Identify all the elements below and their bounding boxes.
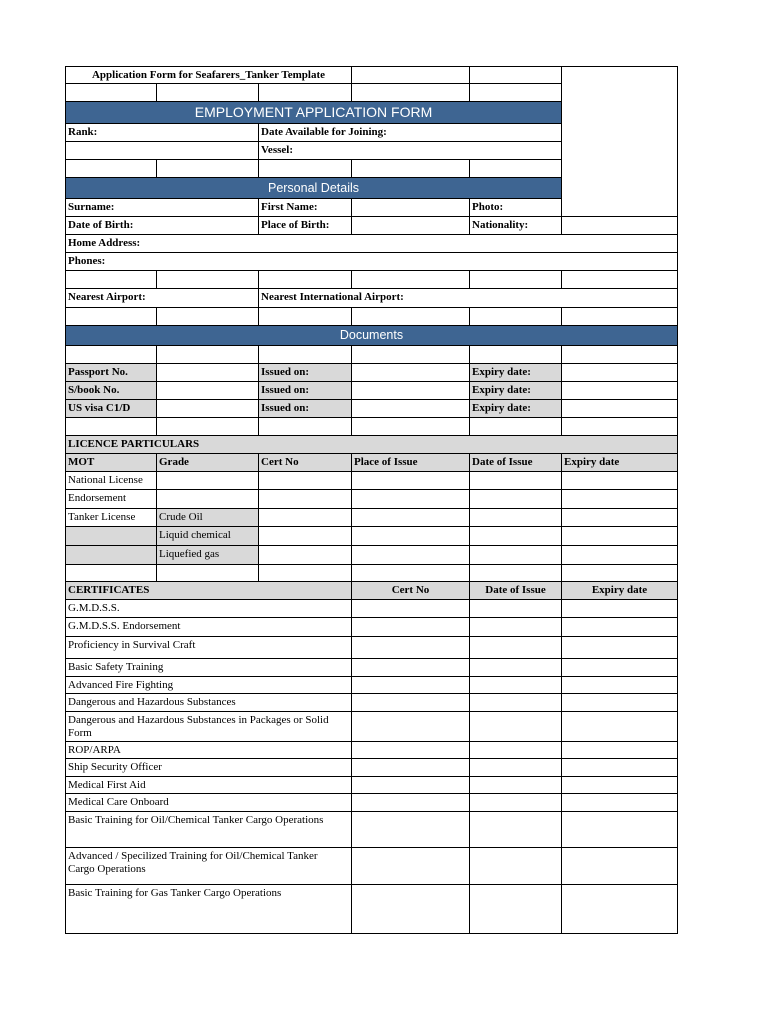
blank-cell[interactable] [352,308,470,326]
blank-cell[interactable] [259,308,352,326]
certificate-expiry-date-field[interactable] [562,742,678,759]
blank-cell[interactable] [65,271,157,289]
pob-field[interactable] [352,217,470,235]
blank-cell[interactable] [65,565,157,582]
expiry-date-field[interactable] [562,364,678,382]
certificate-name: Medical First Aid [65,777,352,794]
blank-cell[interactable] [470,418,562,436]
licence-field[interactable] [470,527,562,546]
blank-cell[interactable] [157,565,259,582]
certificate-cert-no-field[interactable] [352,659,470,677]
certificate-expiry-date-field[interactable] [562,812,678,848]
certificate-cert-no-field[interactable] [352,812,470,848]
licence-field[interactable] [259,472,352,490]
licence-field[interactable] [562,546,678,565]
blank-cell[interactable] [65,142,259,160]
certificate-date-of-issue-field[interactable] [470,794,562,812]
licence-field[interactable] [157,490,259,509]
blank-cell[interactable] [470,271,562,289]
certificate-name: ROP/ARPA [65,742,352,759]
nationality-label: Nationality: [470,217,562,235]
certificate-cert-no-field[interactable] [352,618,470,637]
certificate-expiry-date-field[interactable] [562,637,678,659]
national-license-label: National License [65,472,157,490]
pob-label: Place of Birth: [259,217,352,235]
certificate-date-of-issue-field[interactable] [470,885,562,934]
blank-cell[interactable] [470,160,562,178]
first-name-field[interactable] [352,199,470,217]
licence-field[interactable] [562,490,678,509]
issued-on-field[interactable] [352,364,470,382]
licence-column-header: Date of Issue [470,454,562,472]
blank-cell[interactable] [65,308,157,326]
licence-field[interactable] [562,509,678,527]
certificate-cert-no-field[interactable] [352,600,470,618]
blank-cell[interactable] [259,84,352,102]
blank-cell[interactable] [65,84,157,102]
certificate-expiry-date-field[interactable] [562,659,678,677]
date-available-label[interactable]: Date Available for Joining: [259,124,562,142]
certificate-name: Advanced Fire Fighting [65,677,352,694]
rank-label[interactable]: Rank: [65,124,259,142]
blank-cell[interactable] [65,346,157,364]
document-number-field[interactable] [157,364,259,382]
licence-field[interactable] [259,546,352,565]
tanker-license-continued [65,527,157,546]
certificates-header: CERTIFICATES [65,582,352,600]
certificate-expiry-date-field[interactable] [562,618,678,637]
blank-cell[interactable] [562,565,678,582]
certificate-date-of-issue-field[interactable] [470,812,562,848]
certificate-date-of-issue-field[interactable] [470,677,562,694]
certificate-cert-no-field[interactable] [352,677,470,694]
licence-field[interactable] [157,472,259,490]
photo-label: Photo: [470,199,562,217]
certificate-expiry-date-field[interactable] [562,777,678,794]
blank-cell[interactable] [65,418,157,436]
tanker-type: Crude Oil [157,509,259,527]
certificate-name: Proficiency in Survival Craft [65,637,352,659]
licence-field[interactable] [562,527,678,546]
certificate-name: Dangerous and Hazardous Substances in Packages or Solid Form [65,712,352,742]
dob-label[interactable]: Date of Birth: [65,217,259,235]
expiry-date-label: Expiry date: [470,400,562,418]
blank-cell[interactable] [562,271,678,289]
certificate-expiry-date-field[interactable] [562,694,678,712]
document-name: Passport No. [65,364,157,382]
certificate-name: Basic Training for Oil/Chemical Tanker Cargo Operations [65,812,352,848]
issued-on-field[interactable] [352,400,470,418]
certificate-expiry-date-field[interactable] [562,677,678,694]
certificate-date-of-issue-field[interactable] [470,618,562,637]
home-address-field[interactable]: Home Address: [65,235,678,253]
certificate-date-of-issue-field[interactable] [470,777,562,794]
documents-banner: Documents [65,326,678,346]
tanker-type: Liquid chemical [157,527,259,546]
expiry-date-label: Expiry date: [470,382,562,400]
phones-field[interactable]: Phones: [65,253,678,271]
certificate-cert-no-field[interactable] [352,742,470,759]
certificate-date-of-issue-field[interactable] [470,600,562,618]
certificate-date-of-issue-field[interactable] [470,637,562,659]
certificate-cert-no-field[interactable] [352,885,470,934]
expiry-date-field[interactable] [562,400,678,418]
blank-cell[interactable] [352,346,470,364]
licence-column-header: MOT [65,454,157,472]
certificate-name: Medical Care Onboard [65,794,352,812]
certificate-name: Dangerous and Hazardous Substances [65,694,352,712]
licence-column-header: Place of Issue [352,454,470,472]
document-number-field[interactable] [157,400,259,418]
certificate-name: Basic Safety Training [65,659,352,677]
licence-field[interactable] [470,490,562,509]
vessel-label[interactable]: Vessel: [259,142,562,160]
licence-field[interactable] [470,546,562,565]
licence-field[interactable] [352,472,470,490]
form-title-banner: EMPLOYMENT APPLICATION FORM [65,102,562,124]
blank-cell[interactable] [157,84,259,102]
certificate-date-of-issue-field[interactable] [470,712,562,742]
issued-on-label: Issued on: [259,382,352,400]
document-number-field[interactable] [157,382,259,400]
blank-cell[interactable] [157,271,259,289]
certificate-expiry-date-field[interactable] [562,600,678,618]
blank-cell[interactable] [259,271,352,289]
blank-cell[interactable] [259,346,352,364]
document-name: S/book No. [65,382,157,400]
certificate-expiry-date-field[interactable] [562,712,678,742]
licence-field[interactable] [352,509,470,527]
document-name: US visa C1/D [65,400,157,418]
blank-cell[interactable] [352,160,470,178]
certificate-date-of-issue-field[interactable] [470,759,562,777]
certificate-name: G.M.D.S.S. Endorsement [65,618,352,637]
blank-cell[interactable] [65,160,157,178]
certificate-name: Basic Training for Gas Tanker Cargo Operations [65,885,352,934]
endorsement-label: Endorsement [65,490,157,509]
expiry-date-label: Expiry date: [470,364,562,382]
cert-no-header: Cert No [352,582,470,600]
blank-cell[interactable] [562,346,678,364]
expiry-date-header: Expiry date [562,582,678,600]
nearest-intl-airport-label[interactable]: Nearest International Airport: [259,289,678,308]
nearest-airport-label[interactable]: Nearest Airport: [65,289,259,308]
blank-cell[interactable] [259,565,352,582]
certificate-expiry-date-field[interactable] [562,848,678,885]
issued-on-label: Issued on: [259,364,352,382]
licence-particulars-header: LICENCE PARTICULARS [65,436,678,454]
certificate-name: G.M.D.S.S. [65,600,352,618]
certificate-cert-no-field[interactable] [352,794,470,812]
blank-cell[interactable] [259,418,352,436]
licence-field[interactable] [562,472,678,490]
certificate-cert-no-field[interactable] [352,712,470,742]
tanker-type: Liquefied gas [157,546,259,565]
blank-cell[interactable] [562,418,678,436]
certificate-date-of-issue-field[interactable] [470,848,562,885]
expiry-date-field[interactable] [562,382,678,400]
date-of-issue-header: Date of Issue [470,582,562,600]
certificate-cert-no-field[interactable] [352,694,470,712]
licence-field[interactable] [259,509,352,527]
blank-cell[interactable] [259,160,352,178]
licence-field[interactable] [470,472,562,490]
issued-on-field[interactable] [352,382,470,400]
blank-cell[interactable] [157,160,259,178]
personal-details-banner: Personal Details [65,178,562,199]
certificate-cert-no-field[interactable] [352,759,470,777]
blank-cell[interactable] [157,346,259,364]
blank-cell[interactable] [470,565,562,582]
issued-on-label: Issued on: [259,400,352,418]
certificate-name: Advanced / Specilized Training for Oil/Chemical Tanker Cargo Operations [65,848,352,885]
certificate-name: Ship Security Officer [65,759,352,777]
photo-box[interactable] [562,66,678,217]
certificate-cert-no-field[interactable] [352,848,470,885]
tanker-license-label: Tanker License [65,509,157,527]
blank-cell[interactable] [352,84,470,102]
blank-cell[interactable] [562,308,678,326]
licence-field[interactable] [352,490,470,509]
certificate-date-of-issue-field[interactable] [470,694,562,712]
certificate-date-of-issue-field[interactable] [470,659,562,677]
blank-cell[interactable] [157,308,259,326]
surname-label[interactable]: Surname: [65,199,259,217]
tanker-license-continued [65,546,157,565]
certificate-date-of-issue-field[interactable] [470,742,562,759]
blank-cell[interactable] [470,308,562,326]
blank-cell[interactable] [470,346,562,364]
licence-column-header: Grade [157,454,259,472]
application-form-sheet [65,66,678,934]
certificate-expiry-date-field[interactable] [562,759,678,777]
licence-field[interactable] [352,527,470,546]
blank-cell[interactable] [157,418,259,436]
licence-field[interactable] [259,527,352,546]
licence-field[interactable] [259,490,352,509]
blank-cell[interactable] [352,565,470,582]
licence-field[interactable] [470,509,562,527]
certificate-expiry-date-field[interactable] [562,885,678,934]
nationality-field[interactable] [562,217,678,235]
licence-column-header: Expiry date [562,454,678,472]
blank-cell[interactable] [352,66,470,84]
blank-cell[interactable] [352,271,470,289]
first-name-label: First Name: [259,199,352,217]
certificate-expiry-date-field[interactable] [562,794,678,812]
certificate-cert-no-field[interactable] [352,777,470,794]
blank-cell[interactable] [352,418,470,436]
blank-cell[interactable] [470,66,562,84]
licence-column-header: Cert No [259,454,352,472]
certificate-cert-no-field[interactable] [352,637,470,659]
licence-field[interactable] [352,546,470,565]
blank-cell[interactable] [470,84,562,102]
template-title: Application Form for Seafarers_Tanker Template [65,66,352,84]
